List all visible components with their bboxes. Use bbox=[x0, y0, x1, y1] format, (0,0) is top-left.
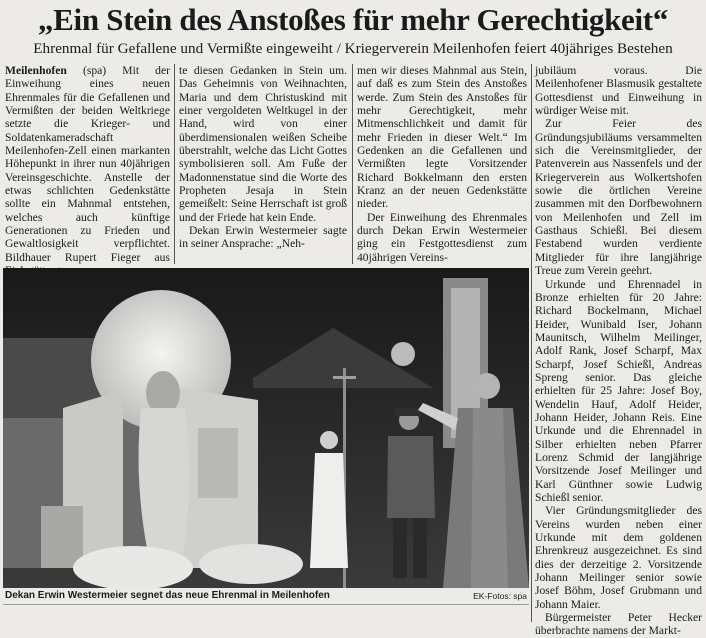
paragraph: Bürgermeister Peter Hecker überbrachte namens der Markt- bbox=[535, 611, 702, 638]
paragraph: Zur Feier des Gründungsjubiläums versammelten sich die Vereinsmitglieder, der Patenverein aus Nassenfels und der Kriegerverein aus Wolkertshofen sowie die örtlichen Vereine zusammen mit den Dorfbewohnern von Meilenhofen und Zell im Gasthaus Schießl. Bei diesem Festabend wurden verdiente Mitglieder für ihre langjährige Treue zum Verein geehrt. bbox=[535, 117, 702, 278]
paragraph: jubiläum voraus. Die Meilenhofener Blasmusik gestaltete Gottesdienst und Einweihung in würdiger Weise mit. bbox=[535, 64, 702, 118]
paragraph: Vier Gründungsmitglieder des Vereins wurden neben einer Urkunde mit dem goldenen Ehrenkreuz ausgezeichnet. Es sind dies der derzeitige 2. Vorsitzende Johann Meilinger senior sowie Josef Böhm, Josef Grubmann und Johann Maier. bbox=[535, 504, 702, 611]
photo-illustration bbox=[3, 268, 529, 588]
dateline: Meilenhofen bbox=[5, 64, 67, 77]
news-photo bbox=[3, 268, 529, 588]
column-divider bbox=[352, 64, 353, 264]
subheadline: Ehrenmal für Gefallene und Vermißte eingeweiht / Kriegerverein Meilenhofen feiert 40jähriges Bestehen bbox=[33, 40, 673, 57]
photo-caption-bar bbox=[3, 589, 529, 603]
paragraph: te diesen Gedanken in Stein um. Das Geheimnis von Weihnachten, Maria und dem Christuskind mit einer vergoldeten Weltkugel in der Hand, wird von einer überdimensionalen weißen Scheibe überstrahlt, welche das Licht Gottes symbolisieren soll. Am Fuße der Madonnenstatue sind die Worte des Propheten Jesaja in Stein gemeißelt: Seine Herrschaft ist groß und der Friede hat kein Ende. bbox=[179, 64, 347, 224]
paragraph: men wir dieses Mahnmal aus Stein, auf daß es zum Stein des Anstoßes werde. Zum Stein des Anstoßes für mehr Gerechtigkeit, mehr Mitmenschlichkeit und damit für mehr Frieden in dieser Welt.“ Im Gedenken an die Gefallenen und Vermißten legte Vorsitzender Richard Bokkelmann den ersten Kranz an der neuen Gedenkstätte nieder. bbox=[357, 64, 527, 211]
article-column-4 bbox=[535, 64, 702, 638]
photo-caption: Dekan Erwin Westermeier segnet das neue Ehrenmal in Meilenhofen bbox=[5, 590, 330, 601]
paragraph: Urkunde und Ehrennadel in Bronze erhielten für 20 Jahre: Richard Bockelmann, Michael Heider, Wunibald Iser, Johann Maunitsch, Wilhelm Meilinger, Adolf Rank, Josef Scharpf, Max Scharpf, Josef Schießl, Andreas Spreng senior. Das gleiche erhielten für 25 Jahre: Josef Boy, Wendelin Hauf, Adolf Heider, Johann Heider, Johann Reis. Eine Urkunde und die Ehrennadel in Silber erhielten neben Pfarrer Lorenz Schmid der langjährige Vorsitzende Josef Meilinger und Karl Günthner sowie Ludwig Schießl senior. bbox=[535, 277, 702, 504]
paragraph: Der Einweihung des Ehrenmales durch Dekan Erwin Westermeier ging ein Festgottesdienst zum 40jährigen Vereins- bbox=[357, 210, 527, 264]
photo-credit: EK-Fotos: spa bbox=[473, 591, 527, 601]
adjacent-article-fragment bbox=[3, 604, 529, 623]
column-divider bbox=[174, 64, 175, 264]
paragraph: Dekan Erwin Westermeier sagte in seiner Ansprache: „Neh- bbox=[179, 224, 347, 251]
article-column-1 bbox=[5, 64, 170, 264]
article-column-3 bbox=[357, 64, 527, 264]
paragraph bbox=[5, 64, 170, 278]
column-divider bbox=[531, 64, 532, 622]
paragraph-text: (spa) Mit der Einweihung eines neuen Ehrenmales für die Gefallenen und Vermißten der beiden Weltkriege setzte die Krieger- und Soldatenkameradschaft Meilenhofen-Zell einen markanten Höhepunkt in ihrer nun 40jährigen Vereinsgeschichte. Anstelle der etwas schlichten Gedenkstätte sollte ein Mahnmal entstehen, welches auch künftige Generationen zu Frieden und Gewaltlosigkeit verpflichtet. Bildhauer Rupert Fieger aus bbox=[5, 64, 170, 264]
article-column-2 bbox=[179, 64, 347, 264]
headline: „Ein Stein des Anstoßes für mehr Gerechtigkeit“ bbox=[37, 2, 669, 37]
